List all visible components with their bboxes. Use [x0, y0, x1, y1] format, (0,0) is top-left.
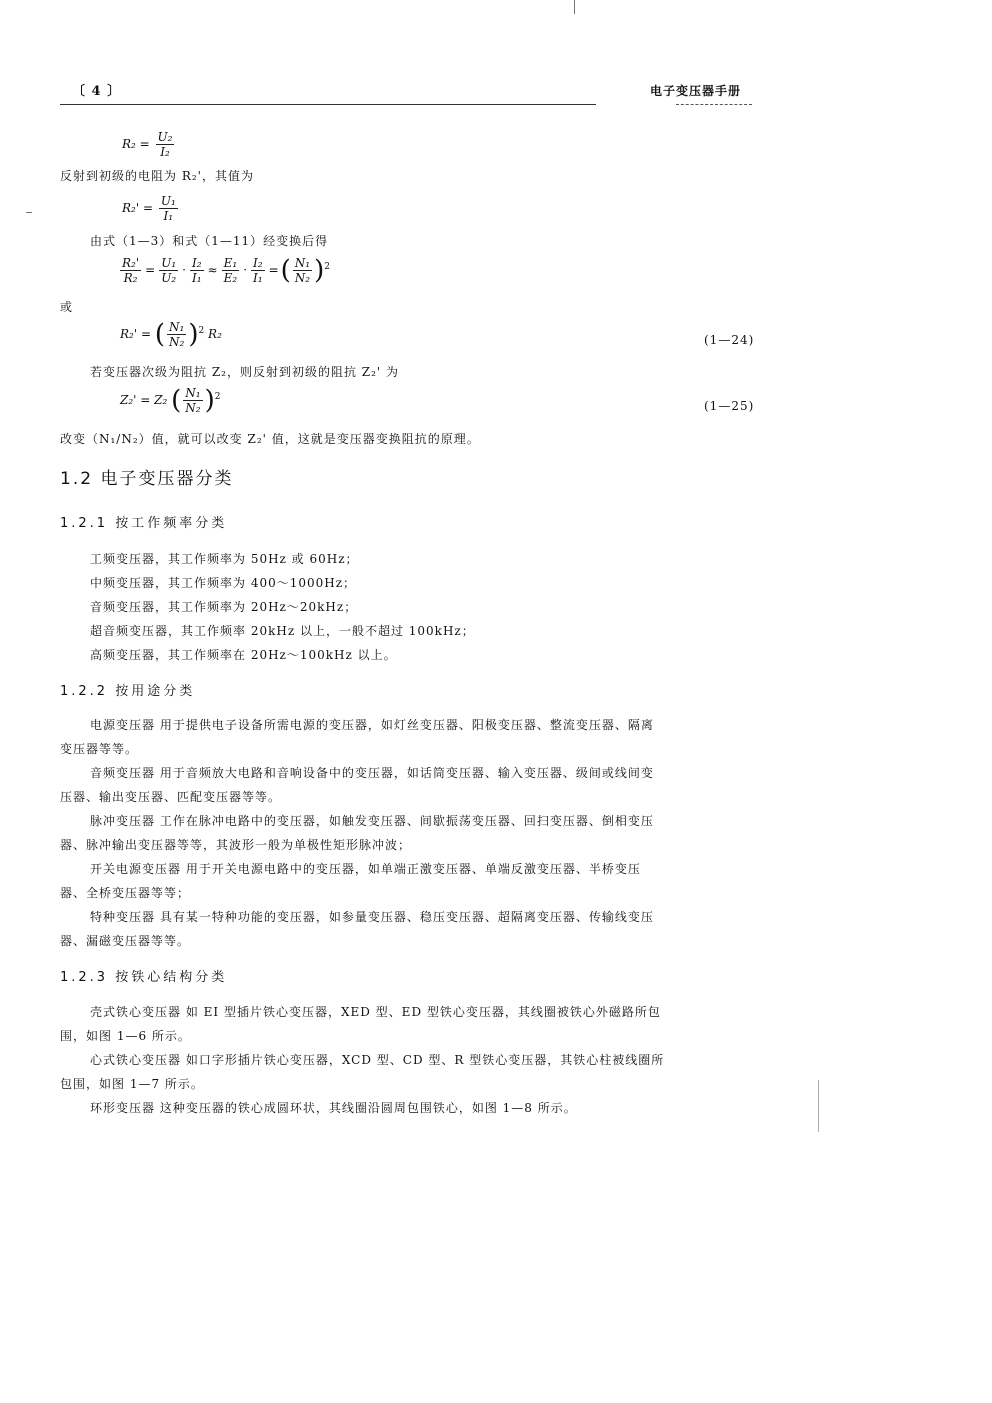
fraction-denominator: I₁ [191, 271, 202, 285]
fraction-denominator: I₁ [163, 209, 174, 223]
scan-mark [818, 1080, 819, 1132]
scan-mark [26, 212, 32, 213]
text-or: 或 [60, 300, 74, 314]
formula-r2p-lhs: R₂' = [122, 201, 154, 215]
list-item: 高频变压器，其工作频率在 20Hz～100kHz 以上。 [90, 648, 397, 662]
fraction-denominator: N₂ [185, 401, 201, 415]
fraction-numerator: U₁ [160, 194, 176, 208]
fraction [183, 386, 202, 415]
fraction [190, 256, 204, 285]
list-item: 工频变压器，其工作频率为 50Hz 或 60Hz； [90, 552, 359, 566]
section-heading-1-2-3: 1.2.3 按铁心结构分类 [60, 970, 228, 985]
fraction-denominator: R₂ [123, 271, 138, 285]
formula-eq25-lhs: Z₂' = Z₂ [120, 393, 168, 407]
fraction-numerator: N₁ [169, 320, 185, 334]
paragraph-line: 变压器等等。 [60, 742, 139, 756]
paragraph-line: 器、漏磁变压器等等。 [60, 934, 191, 948]
paragraph-line: 环形变压器 这种变压器的铁心成圆环状，其线圈沿圆周包围铁心，如图 1—8 所示。 [90, 1101, 577, 1115]
formula-r2-prime [122, 194, 180, 223]
fraction-numerator: U₂ [157, 130, 173, 144]
text-reflect: 反射到初级的电阻为 R₂'，其值为 [60, 169, 254, 183]
scan-mark [574, 0, 575, 14]
fraction [293, 256, 312, 285]
paragraph-line: 脉冲变压器 工作在脉冲电路中的变压器，如触发变压器、间歇振荡变压器、回扫变压器、倒相变压 [90, 814, 654, 828]
exponent: 2 [198, 326, 205, 336]
formula-r2-lhs: R₂ = [122, 137, 150, 151]
fraction-denominator: E₂ [223, 271, 238, 285]
section-heading-1-2-2: 1.2.2 按用途分类 [60, 684, 196, 699]
fraction [159, 194, 178, 223]
fraction-numerator: N₁ [294, 256, 311, 270]
equation-number-1-25: (1—25) [704, 399, 755, 413]
paragraph-line: 心式铁心变压器 如口字形插片铁心变压器，XCD 型、CD 型、R 型铁心变压器，其铁心柱被线圈所 [90, 1053, 665, 1067]
section-heading-1-2-1: 1.2.1 按工作频率分类 [60, 516, 228, 531]
paragraph-line: 包围，如图 1—7 所示。 [60, 1077, 204, 1091]
fraction [167, 320, 186, 349]
paragraph-line: 压器、输出变压器、匹配变压器等等。 [60, 790, 282, 804]
formula-eq-1-25: Z₂' = Z₂ ( $\frac{\text{N₁}}{\text{N₂}}$ )$^2$ [120, 385, 221, 416]
fraction [156, 130, 175, 159]
formula-eq24-tail: R₂ [208, 327, 222, 341]
page-number: 〔 4 〕 [72, 84, 122, 99]
formula-ratio-chain: $\frac{\text{R₂'}}{\text{R₂}}$ = $\frac{\text{U₁}}{\text{U₂}}$ · $\frac{\text{I₂}}{\text{I₁}}$ ≈ $\frac{\text{E₁}}{\text{E₂}}$ · $\frac{\text{I₂}}{\text{I₁}}$ =( $\frac{\text{N₁}}{\text{N₂}}$ )$^2$ [122, 255, 330, 286]
fraction [251, 256, 265, 285]
paragraph-line: 围，如图 1—6 所示。 [60, 1029, 191, 1043]
fraction-numerator: E₁ [223, 256, 238, 270]
fraction-numerator: R₂' [122, 256, 140, 270]
fraction-denominator: N₂ [169, 335, 185, 349]
text-change-ratio: 改变（N₁/N₂）值，就可以改变 Z₂' 值，这就是变压器变换阻抗的原理。 [60, 432, 480, 446]
paragraph-line: 音频变压器 用于音频放大电路和音响设备中的变压器，如话筒变压器、输入变压器、级间或线间变 [90, 766, 654, 780]
fraction-denominator: U₂ [161, 271, 177, 285]
fraction-numerator: U₁ [161, 256, 177, 270]
paragraph-line: 器、全桥变压器等等； [60, 886, 191, 900]
paragraph-line: 器、脉冲输出变压器等等，其波形一般为单极性矩形脉冲波； [60, 838, 412, 852]
section-heading-1-2: 1.2 电子变压器分类 [60, 469, 234, 489]
formula-eq-1-24: R₂' = ( $\frac{\text{N₁}}{\text{N₂}}$ )$^2$ R₂ [120, 319, 222, 350]
fraction-numerator: I₂ [253, 256, 263, 270]
fraction-denominator: I₂ [160, 145, 170, 159]
formula-eq24-lhs: R₂' = [120, 327, 152, 341]
exponent: 2 [324, 262, 330, 272]
fraction-denominator: I₁ [253, 271, 263, 285]
list-item: 音频变压器，其工作频率为 20Hz～20kHz； [90, 600, 358, 614]
running-title: 电子变压器手册 [650, 84, 742, 98]
header-rule-dashed [676, 104, 752, 105]
fraction-denominator: N₂ [294, 271, 311, 285]
fraction-numerator: N₁ [185, 386, 201, 400]
header-rule [60, 104, 596, 105]
list-item: 超音频变压器，其工作频率 20kHz 以上，一般不超过 100kHz； [90, 624, 475, 638]
fraction [222, 256, 240, 285]
text-from-equations: 由式（1—3）和式（1—11）经变换后得 [90, 234, 329, 248]
exponent: 2 [214, 392, 221, 402]
paragraph-line: 特种变压器 具有某一特种功能的变压器，如参量变压器、稳压变压器、超隔离变压器、传输线变压 [90, 910, 654, 924]
text-if-impedance: 若变压器次级为阻抗 Z₂，则反射到初级的阻抗 Z₂' 为 [90, 365, 400, 379]
fraction [159, 256, 178, 285]
fraction [120, 256, 141, 285]
fraction-numerator: I₂ [191, 256, 202, 270]
equation-number-1-24: (1—24) [704, 333, 755, 347]
paragraph-line: 壳式铁心变压器 如 EI 型插片铁心变压器，XED 型、ED 型铁心变压器，其线圈被铁心外磁路所包 [90, 1005, 661, 1019]
list-item: 中频变压器，其工作频率为 400～1000Hz； [90, 576, 357, 590]
paragraph-line: 开关电源变压器 用于开关电源电路中的变压器，如单端正激变压器、单端反激变压器、半桥变压 [90, 862, 641, 876]
paragraph-line: 电源变压器 用于提供电子设备所需电源的变压器，如灯丝变压器、阳极变压器、整流变压器、隔离 [90, 718, 654, 732]
formula-r2 [122, 130, 176, 159]
